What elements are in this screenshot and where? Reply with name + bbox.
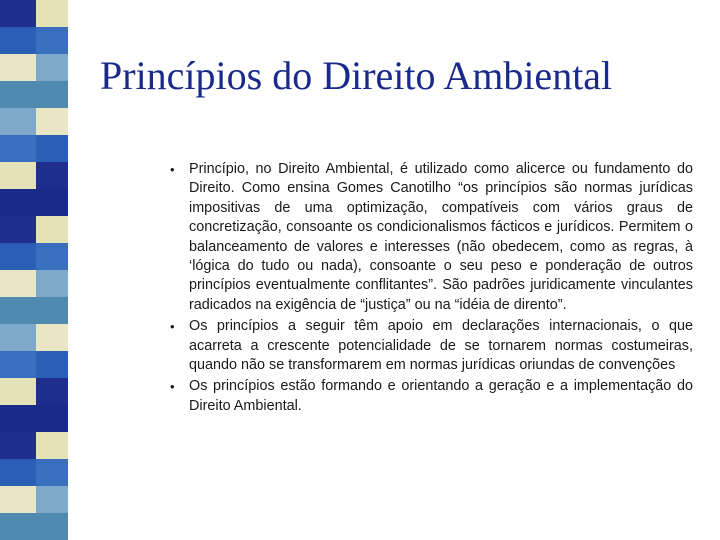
- stripe-row: [0, 216, 68, 243]
- stripe-row: [0, 54, 68, 81]
- stripe-row: [0, 486, 68, 513]
- stripe-tile: [36, 513, 68, 540]
- stripe-tile: [0, 135, 36, 162]
- stripe-tile: [0, 0, 36, 27]
- bullet-item: [168, 160, 693, 315]
- stripe-row: [0, 81, 68, 108]
- stripe-tile: [0, 216, 36, 243]
- bullet-text: Os princípios a seguir têm apoio em declarações internacionais, o que acarreta a crescente potencialidade de se tornarem normas costumeiras, quando não se transformarem em normas jurídicas oriundas de convenções: [189, 318, 693, 374]
- stripe-tile: [36, 459, 68, 486]
- stripe-row: [0, 135, 68, 162]
- stripe-tile: [36, 351, 68, 378]
- stripe-row: [0, 189, 68, 216]
- stripe-tile: [0, 459, 36, 486]
- stripe-row: [0, 324, 68, 351]
- stripe-row: [0, 405, 68, 432]
- bullet-glyph: •: [170, 379, 175, 395]
- stripe-row: [0, 378, 68, 405]
- stripe-row: [0, 459, 68, 486]
- stripe-row: [0, 297, 68, 324]
- bullet-item: [168, 377, 693, 416]
- stripe-tile: [36, 324, 68, 351]
- stripe-tile: [36, 378, 68, 405]
- bullet-text: Os princípios estão formando e orientando a geração e a implementação do Direito Ambiental.: [189, 378, 693, 414]
- stripe-row: [0, 108, 68, 135]
- stripe-tile: [0, 513, 36, 540]
- bullet-list: [168, 160, 693, 418]
- stripe-tile: [36, 432, 68, 459]
- stripe-tile: [0, 108, 36, 135]
- stripe-tile: [36, 135, 68, 162]
- stripe-row: [0, 270, 68, 297]
- stripe-tile: [36, 486, 68, 513]
- stripe-tile: [36, 108, 68, 135]
- stripe-tile: [0, 270, 36, 297]
- stripe-row: [0, 432, 68, 459]
- bullet-glyph: •: [170, 162, 175, 177]
- stripe-tile: [36, 27, 68, 54]
- stripe-tile: [0, 297, 36, 324]
- stripe-tile: [36, 216, 68, 243]
- stripe-row: [0, 513, 68, 540]
- stripe-tile: [0, 189, 36, 216]
- stripe-tile: [0, 324, 36, 351]
- stripe-row: [0, 0, 68, 27]
- stripe-tile: [36, 405, 68, 432]
- bullet-item: [168, 317, 693, 375]
- stripe-tile: [36, 243, 68, 270]
- stripe-row: [0, 243, 68, 270]
- stripe-tile: [36, 162, 68, 189]
- stripe-tile: [36, 0, 68, 27]
- decorative-stripe: [0, 0, 68, 540]
- stripe-row: [0, 162, 68, 189]
- stripe-tile: [36, 189, 68, 216]
- stripe-tile: [0, 162, 36, 189]
- stripe-tile: [36, 270, 68, 297]
- stripe-row: [0, 27, 68, 54]
- stripe-tile: [0, 81, 36, 108]
- bullet-glyph: •: [170, 319, 175, 335]
- stripe-tile: [0, 351, 36, 378]
- stripe-tile: [0, 27, 36, 54]
- stripe-row: [0, 351, 68, 378]
- stripe-tile: [36, 297, 68, 324]
- slide-title: Princípios do Direito Ambiental: [100, 53, 613, 98]
- stripe-tile: [0, 405, 36, 432]
- stripe-tile: [0, 486, 36, 513]
- stripe-tile: [36, 81, 68, 108]
- stripe-tile: [0, 378, 36, 405]
- stripe-tile: [0, 432, 36, 459]
- stripe-tile: [36, 54, 68, 81]
- bullet-text: Princípio, no Direito Ambiental, é utilizado como alicerce ou fundamento do Direito. Como ensina Gomes Canotilho “os princípios são normas jurídicas impositivas de uma optimização, compatíveis com vários graus de concretização, consoante os condicionalismos fácticos e jurídicos. Permitem o balanceamento de valores e interesses (não obedecem, como as regras, à ‘lógica do tudo ou nada), consoante o seu peso e ponderação de outros princípios eventualmente conflitantes”. São padrões juridicamente vinculantes radicados na exigência de “justiça” ou na “idéia de dirento”.: [189, 161, 693, 313]
- stripe-tile: [0, 243, 36, 270]
- stripe-tile: [0, 54, 36, 81]
